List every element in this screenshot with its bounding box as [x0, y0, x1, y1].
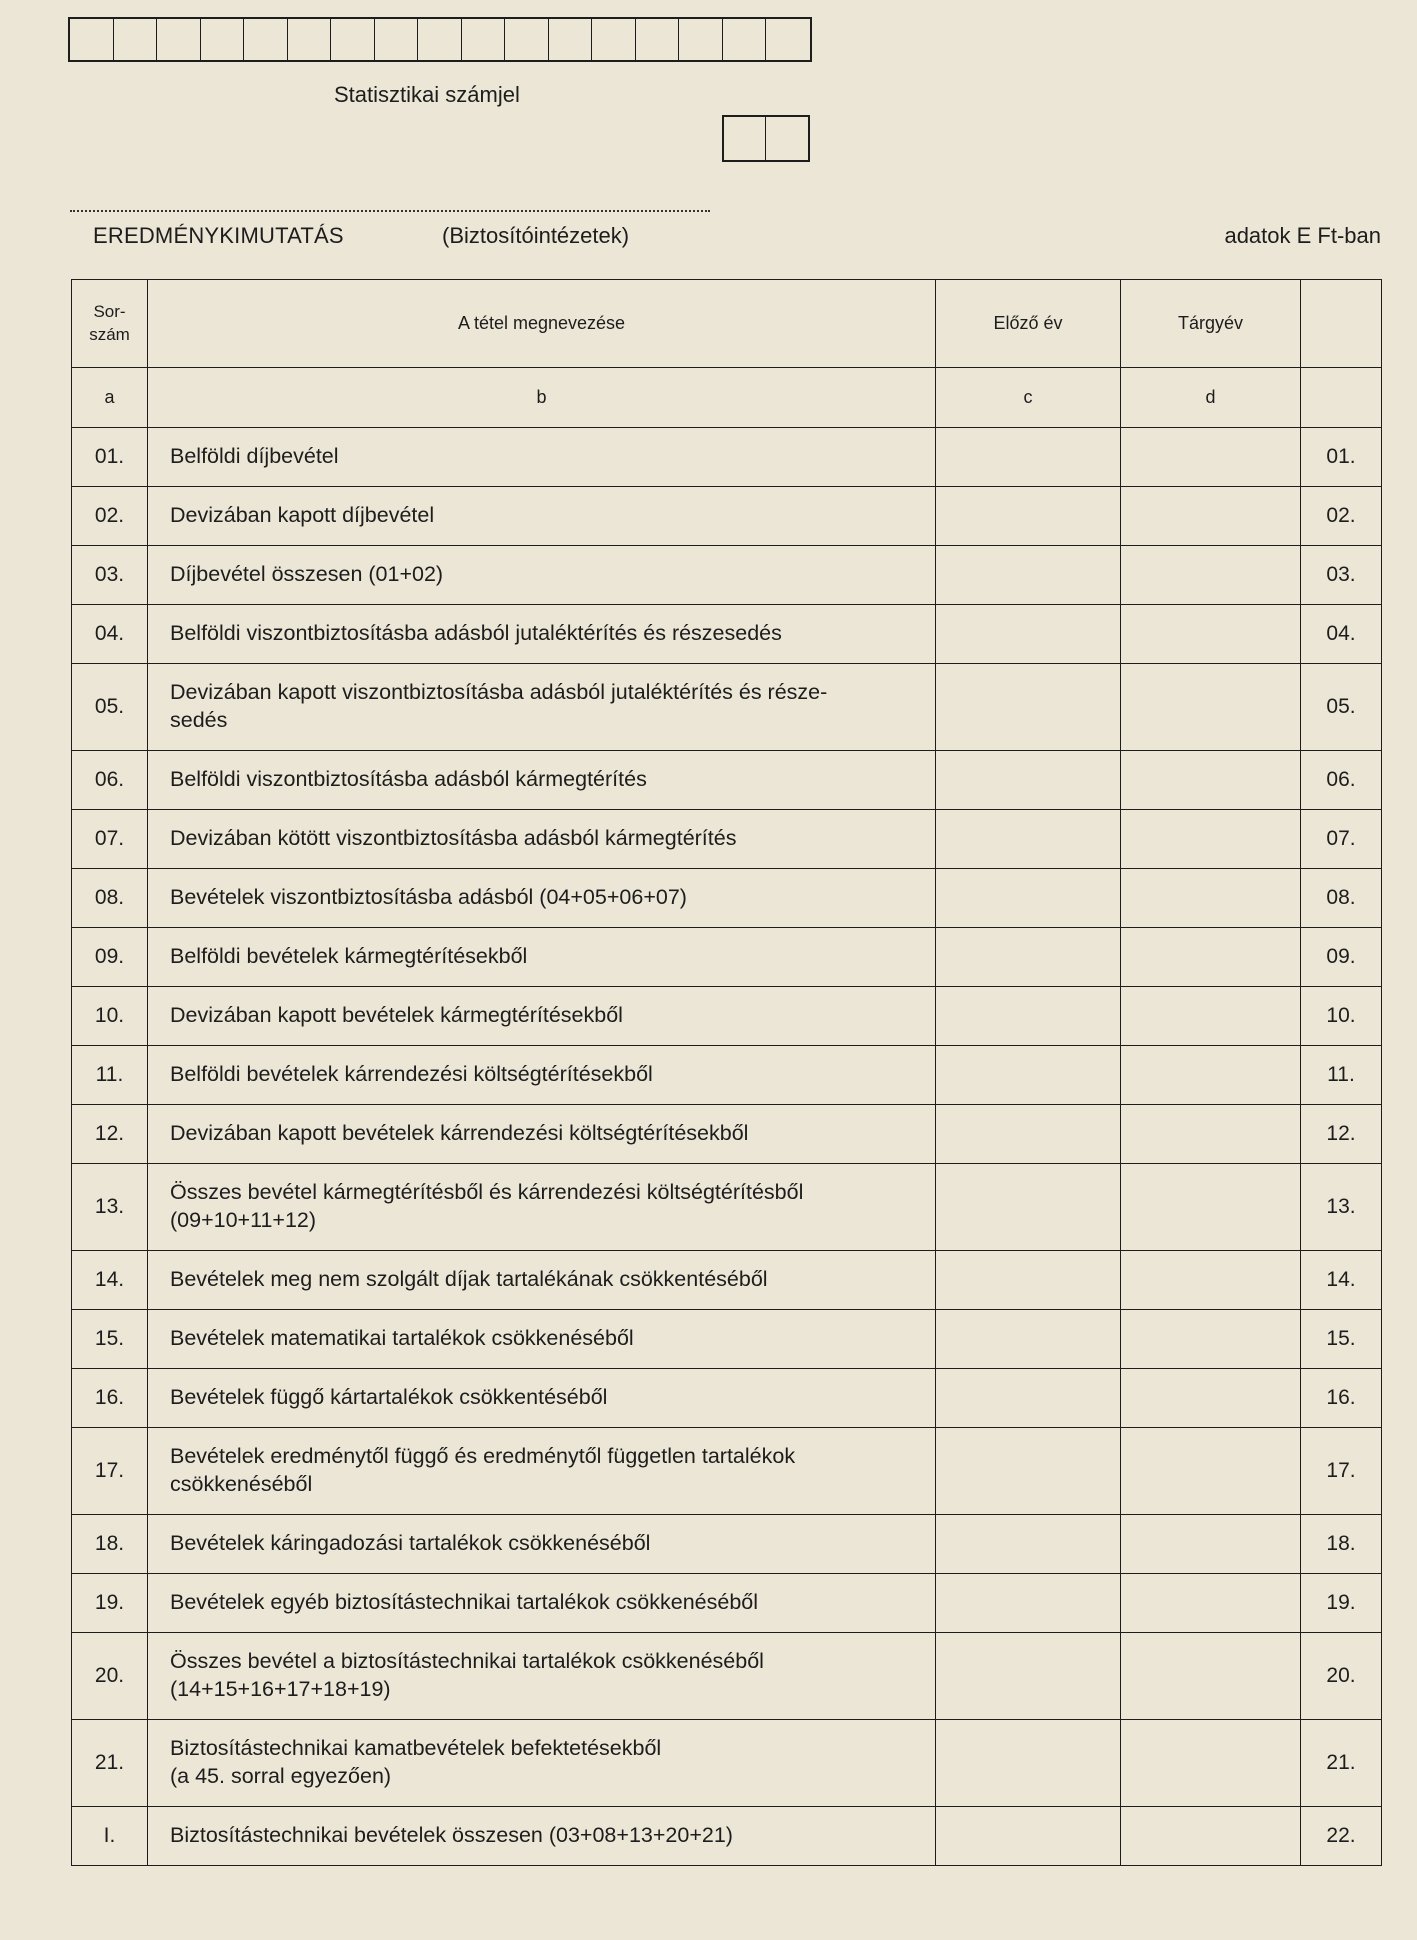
row-number: 08.: [72, 869, 148, 928]
digit-box[interactable]: [201, 19, 245, 60]
item-name: Devizában kapott viszontbiztosításba adásból jutaléktérítés és része- sedés: [148, 664, 936, 751]
digit-box[interactable]: [114, 19, 158, 60]
table-row: [72, 1807, 1382, 1866]
table-row: [72, 1574, 1382, 1633]
current-year-value[interactable]: [1121, 1515, 1301, 1574]
table-row: [72, 605, 1382, 664]
current-year-value[interactable]: [1121, 1164, 1301, 1251]
item-name: Belföldi viszontbiztosításba adásból kármegtérítés: [148, 751, 936, 810]
table-row: [72, 1310, 1382, 1369]
previous-year-value[interactable]: [936, 751, 1121, 810]
current-year-value[interactable]: [1121, 605, 1301, 664]
row-code: 08.: [1301, 869, 1382, 928]
row-number: 05.: [72, 664, 148, 751]
previous-year-value[interactable]: [936, 546, 1121, 605]
table-body: [72, 428, 1382, 1866]
row-code: 10.: [1301, 987, 1382, 1046]
row-number: 18.: [72, 1515, 148, 1574]
row-number: 16.: [72, 1369, 148, 1428]
column-letter-blank: [1301, 368, 1382, 428]
units-note: adatok E Ft-ban: [1224, 223, 1381, 248]
table-row: [72, 987, 1382, 1046]
previous-year-value[interactable]: [936, 1105, 1121, 1164]
table-row: [72, 664, 1382, 751]
row-code: 16.: [1301, 1369, 1382, 1428]
row-number: 07.: [72, 810, 148, 869]
row-code: 05.: [1301, 664, 1382, 751]
previous-year-value[interactable]: [936, 1164, 1121, 1251]
row-number: 20.: [72, 1633, 148, 1720]
row-number: I.: [72, 1807, 148, 1866]
table-row: [72, 1720, 1382, 1807]
row-number: 13.: [72, 1164, 148, 1251]
header-row-number-label: Sor- szám: [89, 302, 130, 344]
row-code: 17.: [1301, 1428, 1382, 1515]
previous-year-value[interactable]: [936, 1515, 1121, 1574]
item-name: Bevételek meg nem szolgált díjak tartalékának csökkentéséből: [148, 1251, 936, 1310]
row-code: 04.: [1301, 605, 1382, 664]
digit-box[interactable]: [375, 19, 419, 60]
table-row: [72, 751, 1382, 810]
row-number: 15.: [72, 1310, 148, 1369]
row-number: 10.: [72, 987, 148, 1046]
row-number: 17.: [72, 1428, 148, 1515]
row-number: 04.: [72, 605, 148, 664]
digit-box[interactable]: [157, 19, 201, 60]
current-year-value[interactable]: [1121, 1310, 1301, 1369]
table-row: [72, 1164, 1382, 1251]
previous-year-value[interactable]: [936, 664, 1121, 751]
statistical-number-label: Statisztikai számjel: [334, 82, 520, 107]
digit-box[interactable]: [418, 19, 462, 60]
current-year-value[interactable]: [1121, 1428, 1301, 1515]
item-name: Belföldi viszontbiztosításba adásból jutaléktérítés és részesedés: [148, 605, 936, 664]
previous-year-value[interactable]: [936, 1720, 1121, 1807]
header-current-year: Tárgyév: [1121, 280, 1301, 368]
digit-box[interactable]: [766, 19, 810, 60]
row-code: 09.: [1301, 928, 1382, 987]
current-year-value[interactable]: [1121, 428, 1301, 487]
digit-box[interactable]: [70, 19, 114, 60]
header-previous-year: Előző év: [936, 280, 1121, 368]
previous-year-value[interactable]: [936, 987, 1121, 1046]
row-code: 15.: [1301, 1310, 1382, 1369]
form-title: EREDMÉNYKIMUTATÁS: [93, 223, 344, 248]
item-name: Belföldi bevételek kárrendezési költségtérítésekből: [148, 1046, 936, 1105]
digit-box[interactable]: [549, 19, 593, 60]
previous-year-value[interactable]: [936, 810, 1121, 869]
digit-box[interactable]: [724, 117, 766, 160]
table-row: [72, 928, 1382, 987]
column-letter: c: [936, 368, 1121, 428]
income-statement-table: [71, 279, 1382, 1866]
row-code: 02.: [1301, 487, 1382, 546]
table-row: [72, 546, 1382, 605]
header-blank: [1301, 280, 1382, 368]
previous-year-value[interactable]: [936, 1428, 1121, 1515]
table-row: [72, 1633, 1382, 1720]
statistical-number-boxes[interactable]: [68, 17, 812, 62]
row-number: 01.: [72, 428, 148, 487]
digit-box[interactable]: [679, 19, 723, 60]
current-year-value[interactable]: [1121, 1251, 1301, 1310]
row-code: 13.: [1301, 1164, 1382, 1251]
previous-year-value[interactable]: [936, 1310, 1121, 1369]
header-row-number: [72, 280, 148, 368]
item-name: Bevételek eredménytől függő és eredménytől független tartalékok csökkenéséből: [148, 1428, 936, 1515]
current-year-value[interactable]: [1121, 1720, 1301, 1807]
column-letter: b: [148, 368, 936, 428]
current-year-value[interactable]: [1121, 546, 1301, 605]
row-code: 21.: [1301, 1720, 1382, 1807]
previous-year-value[interactable]: [936, 487, 1121, 546]
current-year-value[interactable]: [1121, 1105, 1301, 1164]
current-year-value[interactable]: [1121, 1633, 1301, 1720]
item-name: Összes bevétel a biztosítástechnikai tartalékok csökkenéséből (14+15+16+17+18+19): [148, 1633, 936, 1720]
row-number: 03.: [72, 546, 148, 605]
previous-year-value[interactable]: [936, 1369, 1121, 1428]
digit-box[interactable]: [331, 19, 375, 60]
previous-year-value[interactable]: [936, 869, 1121, 928]
column-letter-row: [72, 368, 1382, 428]
form-code-boxes[interactable]: [722, 115, 810, 162]
digit-box[interactable]: [288, 19, 332, 60]
row-code: 12.: [1301, 1105, 1382, 1164]
form-subtitle: (Biztosítóintézetek): [442, 223, 630, 248]
digit-box[interactable]: [723, 19, 767, 60]
row-code: 19.: [1301, 1574, 1382, 1633]
current-year-value[interactable]: [1121, 869, 1301, 928]
table-row: [72, 1369, 1382, 1428]
row-number: 21.: [72, 1720, 148, 1807]
item-name: Bevételek káringadozási tartalékok csökkenéséből: [148, 1515, 936, 1574]
item-name: Devizában kapott bevételek kárrendezési költségtérítésekből: [148, 1105, 936, 1164]
previous-year-value[interactable]: [936, 1251, 1121, 1310]
previous-year-value[interactable]: [936, 1046, 1121, 1105]
table-row: [72, 1251, 1382, 1310]
column-letter: a: [72, 368, 148, 428]
current-year-value[interactable]: [1121, 1046, 1301, 1105]
item-name: Devizában kapott díjbevétel: [148, 487, 936, 546]
row-code: 11.: [1301, 1046, 1382, 1105]
table-header-row: [72, 280, 1382, 368]
current-year-value[interactable]: [1121, 810, 1301, 869]
digit-box[interactable]: [636, 19, 680, 60]
item-name: Biztosítástechnikai kamatbevételek befektetésekből (a 45. sorral egyezően): [148, 1720, 936, 1807]
digit-box[interactable]: [244, 19, 288, 60]
current-year-value[interactable]: [1121, 987, 1301, 1046]
digit-box[interactable]: [766, 117, 808, 160]
digit-box[interactable]: [592, 19, 636, 60]
digit-box[interactable]: [505, 19, 549, 60]
header-item-name: A tétel megnevezése: [148, 280, 936, 368]
table-row: [72, 428, 1382, 487]
current-year-value[interactable]: [1121, 1369, 1301, 1428]
item-name: Devizában kapott bevételek kármegtérítésekből: [148, 987, 936, 1046]
row-number: 11.: [72, 1046, 148, 1105]
digit-box[interactable]: [462, 19, 506, 60]
row-code: 06.: [1301, 751, 1382, 810]
column-letter: d: [1121, 368, 1301, 428]
row-number: 06.: [72, 751, 148, 810]
row-code: 14.: [1301, 1251, 1382, 1310]
row-code: 22.: [1301, 1807, 1382, 1866]
table-row: [72, 869, 1382, 928]
previous-year-value[interactable]: [936, 428, 1121, 487]
row-number: 02.: [72, 487, 148, 546]
previous-year-value[interactable]: [936, 1807, 1121, 1866]
table-row: [72, 1515, 1382, 1574]
row-code: 18.: [1301, 1515, 1382, 1574]
item-name: Belföldi díjbevétel: [148, 428, 936, 487]
table-row: [72, 810, 1382, 869]
row-number: 12.: [72, 1105, 148, 1164]
row-number: 14.: [72, 1251, 148, 1310]
table-row: [72, 1428, 1382, 1515]
item-name: Bevételek egyéb biztosítástechnikai tartalékok csökkenéséből: [148, 1574, 936, 1633]
row-code: 20.: [1301, 1633, 1382, 1720]
current-year-value[interactable]: [1121, 664, 1301, 751]
dotted-rule: [70, 210, 710, 212]
item-name: Összes bevétel kármegtérítésből és kárrendezési költségtérítésből (09+10+11+12): [148, 1164, 936, 1251]
current-year-value[interactable]: [1121, 751, 1301, 810]
previous-year-value[interactable]: [936, 1574, 1121, 1633]
current-year-value[interactable]: [1121, 1574, 1301, 1633]
row-code: 01.: [1301, 428, 1382, 487]
item-name: Bevételek függő kártartalékok csökkentéséből: [148, 1369, 936, 1428]
row-number: 19.: [72, 1574, 148, 1633]
previous-year-value[interactable]: [936, 605, 1121, 664]
row-code: 03.: [1301, 546, 1382, 605]
item-name: Devizában kötött viszontbiztosításba adásból kármegtérítés: [148, 810, 936, 869]
table-row: [72, 1105, 1382, 1164]
table-row: [72, 1046, 1382, 1105]
current-year-value[interactable]: [1121, 487, 1301, 546]
current-year-value[interactable]: [1121, 1807, 1301, 1866]
previous-year-value[interactable]: [936, 928, 1121, 987]
table-row: [72, 487, 1382, 546]
item-name: Bevételek viszontbiztosításba adásból (04+05+06+07): [148, 869, 936, 928]
row-number: 09.: [72, 928, 148, 987]
item-name: Biztosítástechnikai bevételek összesen (03+08+13+20+21): [148, 1807, 936, 1866]
item-name: Belföldi bevételek kármegtérítésekből: [148, 928, 936, 987]
current-year-value[interactable]: [1121, 928, 1301, 987]
item-name: Díjbevétel összesen (01+02): [148, 546, 936, 605]
previous-year-value[interactable]: [936, 1633, 1121, 1720]
item-name: Bevételek matematikai tartalékok csökkenéséből: [148, 1310, 936, 1369]
row-code: 07.: [1301, 810, 1382, 869]
